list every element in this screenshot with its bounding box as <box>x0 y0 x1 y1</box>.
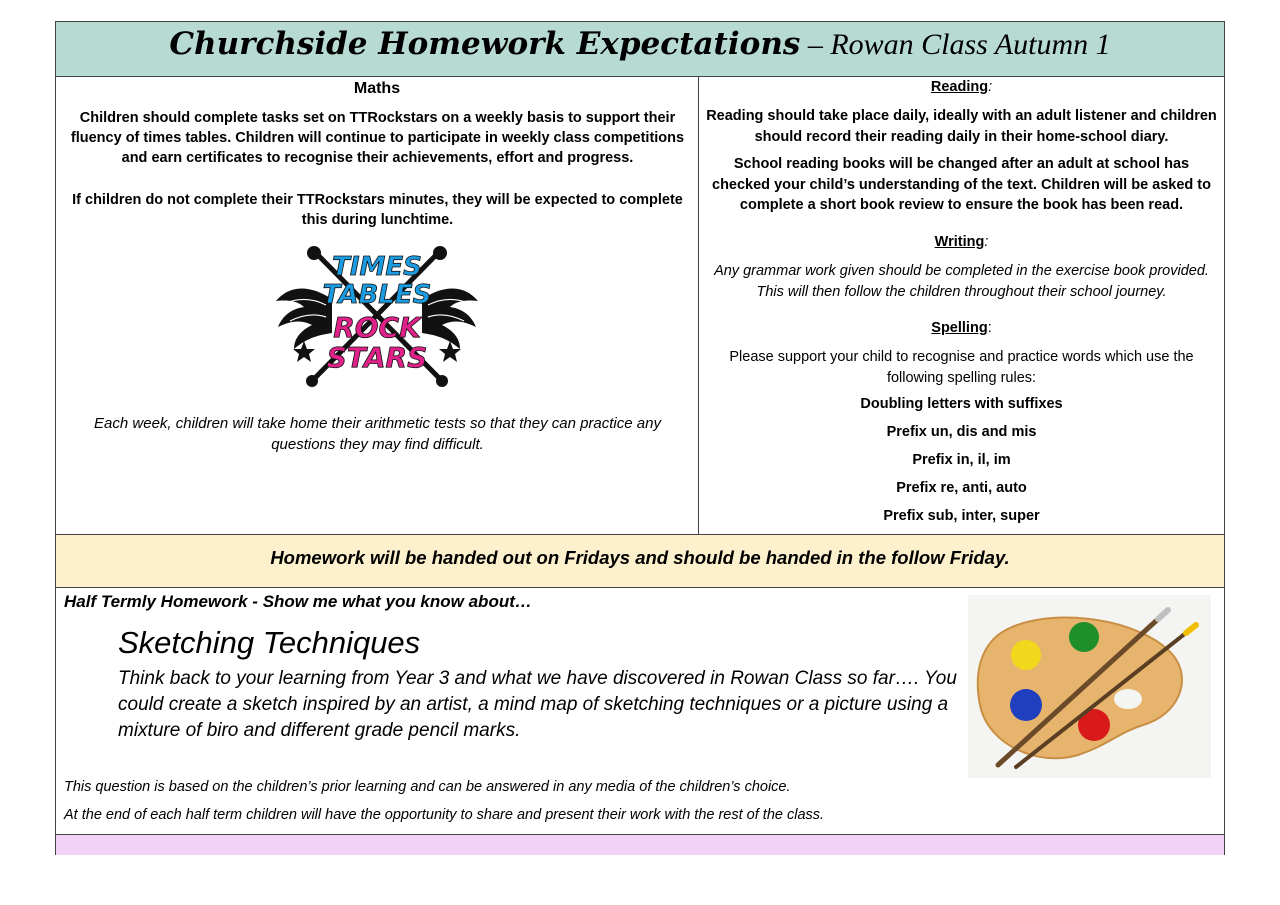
spelling-paragraph: Please support your child to recognise and practice words which use the following spelling rules: <box>729 349 1194 386</box>
reading-heading-colon: : <box>988 79 993 95</box>
spelling-heading-colon: : <box>987 320 992 336</box>
footer-bar <box>56 834 1224 855</box>
reading-paragraph-1: Reading should take place daily, ideally with an adult listener and children should record their reading daily in their home-school diary. <box>706 108 1217 145</box>
homework-sheet <box>55 21 1225 855</box>
spelling-heading <box>699 320 1224 336</box>
maths-section <box>56 77 699 535</box>
writing-heading <box>699 234 1224 250</box>
logo-word-stars: STARS <box>326 341 428 374</box>
homework-note-2: At the end of each half term children will have the opportunity to share and present their work with the rest of the class. <box>64 807 825 823</box>
spelling-rule: Prefix un, dis and mis <box>886 424 1037 440</box>
half-termly-heading: Half Termly Homework - Show me what you know about… <box>64 592 532 611</box>
spelling-rule: Prefix re, anti, auto <box>896 480 1027 496</box>
spelling-heading-label: Spelling <box>931 320 988 336</box>
homework-topic: Sketching Techniques <box>118 625 421 660</box>
maths-paragraph-3: Each week, children will take home their arithmetic tests so that they can practice any questions they may find difficult. <box>94 415 661 453</box>
reading-heading-label: Reading <box>930 79 989 95</box>
page-title: Churchside Homework Expectations <box>169 26 801 62</box>
logo-word-rock: ROCK <box>333 311 421 344</box>
literacy-section <box>699 77 1224 535</box>
times-tables-rockstars-logo <box>274 241 480 391</box>
writing-heading-label: Writing <box>934 234 985 250</box>
paint-palette-icon <box>968 595 1211 778</box>
logo-word-times: TIMES <box>332 252 422 282</box>
reading-paragraph-2: School reading books will be changed after an adult at school has checked your child’s understanding of the text. Children will be asked to complete a short book review to ensure the book has been read. <box>712 156 1211 213</box>
title-bar <box>56 22 1224 77</box>
maths-paragraph-1: Children should complete tasks set on TTRockstars on a weekly basis to support their fluency of times tables. Children will continue to participate in weekly class competitions and earn certificates to recognise their achievements, effort and progress. <box>70 110 685 166</box>
homework-note-1: This question is based on the children’s prior learning and can be answered in any media of the children’s choice. <box>64 779 791 795</box>
reading-heading <box>699 79 1224 95</box>
spelling-rule: Doubling letters with suffixes <box>860 396 1063 412</box>
writing-heading-colon: : <box>984 234 989 250</box>
homework-schedule-banner: Homework will be handed out on Fridays and should be handed in the follow Friday. <box>56 534 1224 588</box>
writing-paragraph: Any grammar work given should be completed in the exercise book provided. This will then follow the children throughout their school journey. <box>714 263 1209 300</box>
logo-word-tables: TABLES <box>322 280 432 310</box>
page-subtitle: – Rowan Class Autumn 1 <box>800 28 1111 61</box>
spelling-rule: Prefix sub, inter, super <box>883 508 1040 524</box>
maths-paragraph-2: If children do not complete their TTRockstars minutes, they will be expected to complete this during lunchtime. <box>72 192 683 228</box>
maths-heading: Maths <box>353 80 401 97</box>
paint-palette-image <box>968 595 1211 778</box>
homework-description: Think back to your learning from Year 3 and what we have discovered in Rowan Class so far…. You could create a sketch inspired by an artist, a mind map of sketching techniques or a picture using a mixture of biro and different grade pencil marks. <box>118 668 957 741</box>
spelling-rule: Prefix in, il, im <box>912 452 1011 468</box>
